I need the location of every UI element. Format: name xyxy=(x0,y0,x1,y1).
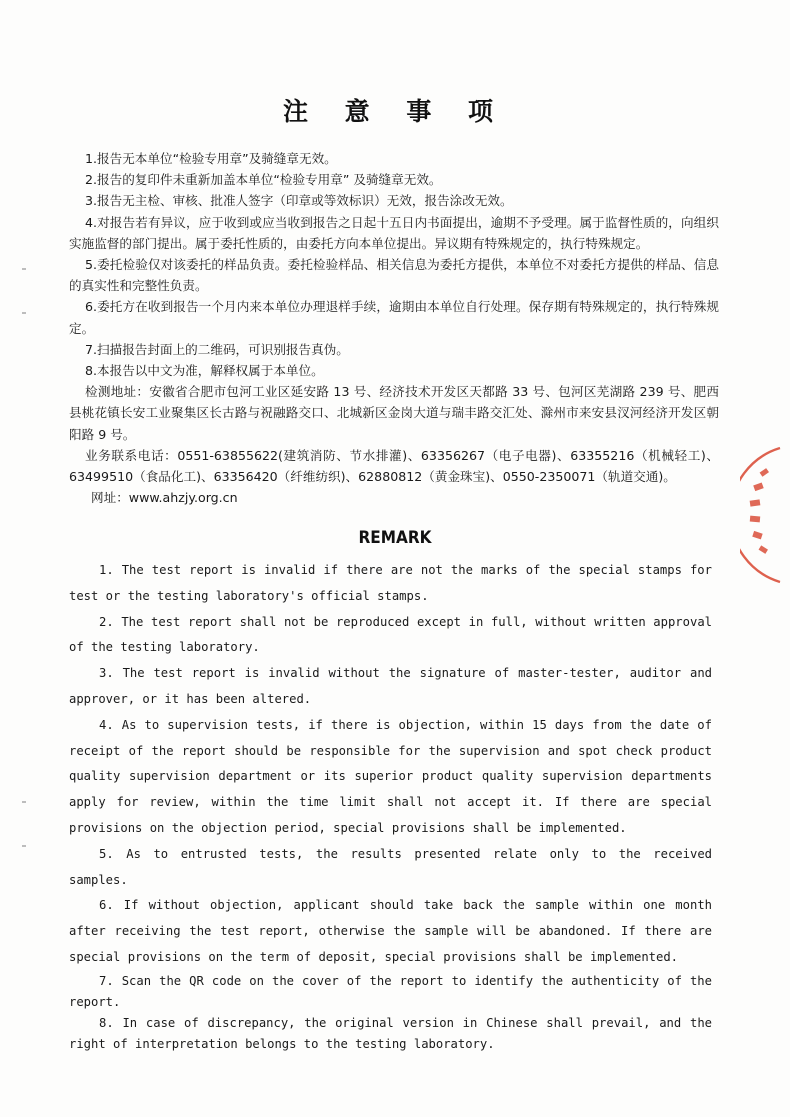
test-address: 检测地址：安徽省合肥市包河工业区延安路 13 号、经济技术开发区天都路 33 号、包河区芜湖路 239 号、肥西县桃花镇长安工业聚集区长古路与祝融路交口、北城新区金岗大道与瑞丰路交汇处、滁州市来安县汊河经济开发区朝阳路 9 号。 xyxy=(69,384,719,442)
remark-heading: REMARK xyxy=(358,528,432,548)
note-cn-1: 1.报告无本单位“检验专用章”及骑缝章无效。 xyxy=(85,151,337,166)
note-cn-6: 6.委托方在收到报告一个月内来本单位办理退样手续，逾期由本单位自行处理。保存期有特殊规定的，执行特殊规定。 xyxy=(69,299,719,336)
note-cn-3: 3.报告无主检、审核、批准人签字（印章或等效标识）无效，报告涂改无效。 xyxy=(85,193,513,209)
note-cn-8: 8.本报告以中文为准，解释权属于本单位。 xyxy=(85,363,324,379)
scan-artifact xyxy=(22,845,26,847)
scan-artifact xyxy=(22,268,26,270)
english-remarks xyxy=(69,558,712,1055)
remark-en-2: 2. The test report shall not be reproduced except in full, without written approval of the testing laboratory. xyxy=(69,614,712,655)
remark-en-6: 6. If without objection, applicant should take back the sample within one month after receiving the test report, otherwise the sample will be abandoned. If there are special provisions on the term of deposit, special provisions shall be implemented. xyxy=(69,898,712,964)
business-phones: 业务联系电话：0551-63855622(建筑消防、节水排灌)、63356267（电子电器)、63355216（机械轻工)、63499510（食品化工)、63356420（纤维纺织)、62880812（黄金珠宝)、0550-2350071（轨道交通)。 xyxy=(69,447,719,485)
note-cn-4: 4.对报告若有异议，应于收到或应当收到报告之日起十五日内书面提出，逾期不予受理。属于监督性质的，向组织实施监督的部门提出。属于委托性质的，由委托方向本单位提出。异议期有特殊规定的，执行特殊规定。 xyxy=(69,214,719,251)
page-title: 注 意 事 项 xyxy=(282,97,508,126)
remark-en-8: 8. In case of discrepancy, the original version in Chinese shall prevail, and the right of interpretation belongs to the testing laboratory. xyxy=(69,1015,712,1051)
note-cn-5: 5.委托检验仅对该委托的样品负责。委托检验样品、相关信息为委托方提供，本单位不对委托方提供的样品、信息的真实性和完整性负责。 xyxy=(69,257,719,294)
remark-en-4: 4. As to supervision tests, if there is objection, within 15 days from the date of receipt of the report should be responsible for the supervision and spot check product quality supervision department or its superior product quality supervision departments apply for review, within the time limit shall not accept it. If there are special provisions on the objection period, special provisions shall be implemented. xyxy=(69,717,712,835)
remark-en-1: 1. The test report is invalid if there are not the marks of the special stamps for test or the testing laboratory's official stamps. xyxy=(69,563,712,603)
note-cn-2: 2.报告的复印件未重新加盖本单位“检验专用章” 及骑缝章无效。 xyxy=(85,172,442,188)
chinese-notes xyxy=(69,148,719,508)
website-line: 网址：www.ahzjy.org.cn xyxy=(91,490,238,506)
remark-en-3: 3. The test report is invalid without the signature of master-tester, auditor and approver, or it has been altered. xyxy=(69,666,712,706)
seal-stamp-icon xyxy=(740,440,790,590)
remark-en-5: 5. As to entrusted tests, the results presented relate only to the received samples. xyxy=(69,846,712,887)
scan-artifact xyxy=(22,312,26,314)
note-cn-7: 7.扫描报告封面上的二维码，可识别报告真伪。 xyxy=(85,341,349,357)
remark-en-7: 7. Scan the QR code on the cover of the report to identify the authenticity of the report. xyxy=(69,973,712,1009)
scan-artifact xyxy=(22,801,26,803)
